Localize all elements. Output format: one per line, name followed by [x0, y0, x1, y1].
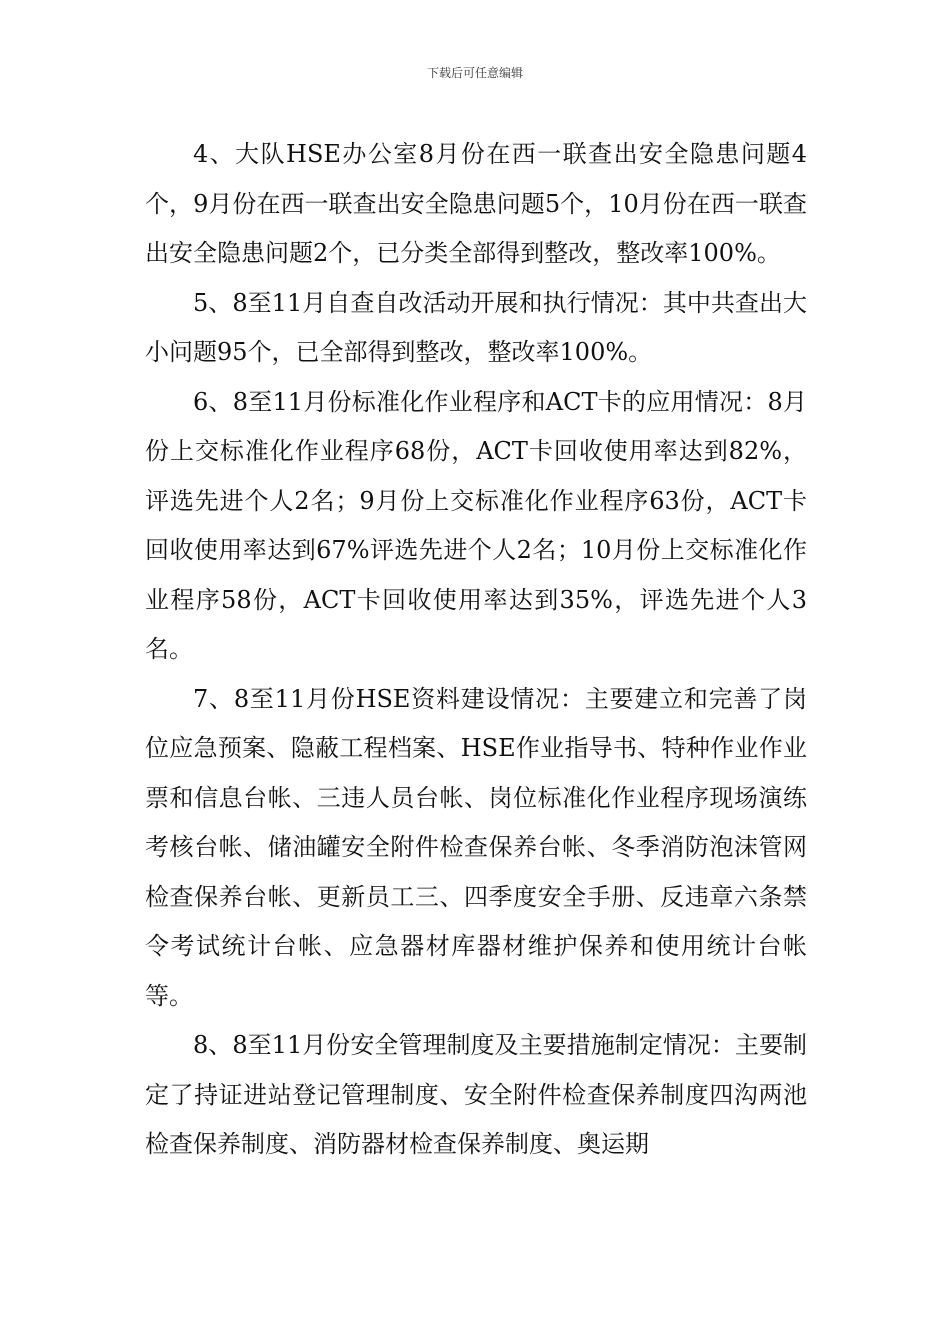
paragraph-item-5: 5、8至11月自查自改活动开展和执行情况：其中共查出大小问题95个，已全部得到整改，整改率100%。 [145, 288, 807, 366]
paragraph-item-4: 4、大队HSE办公室8月份在西一联查出安全隐患问题4个，9月份在西一联查出安全隐患问题5个，10月份在西一联查出安全隐患问题2个，已分类全部得到整改，整改率100%。 [145, 140, 807, 267]
document-body [145, 130, 807, 1170]
paragraph-item-7: 7、8至11月份HSE资料建设情况：主要建立和完善了岗位应急预案、隐蔽工程档案、HSE作业指导书、特种作业作业票和信息台帐、三违人员台帐、岗位标准化作业程序现场演练考核台帐、储油罐安全附件检查保养台帐、冬季消防泡沫管网检查保养台帐、更新员工三、四季度安全手册、反违章六条禁令考试统计台帐、应急器材库器材维护保养和使用统计台帐等。 [145, 684, 807, 1010]
paragraph-item-8: 8、8至11月份安全管理制度及主要措施制定情况：主要制定了持证进站登记管理制度、安全附件检查保养制度四沟两池检查保养制度、消防器材检查保养制度、奥运期 [145, 1031, 807, 1158]
paragraph-item-6: 6、8至11月份标准化作业程序和ACT卡的应用情况：8月份上交标准化作业程序68份，ACT卡回收使用率达到82%，评选先进个人2名；9月份上交标准化作业程序63份，ACT卡回收使用率达到67%评选先进个人2名；10月份上交标准化作业程序58份，ACT卡回收使用率达到35%，评选先进个人3名。 [145, 387, 807, 663]
page-header-note: 下载后可任意编辑 [426, 66, 523, 80]
